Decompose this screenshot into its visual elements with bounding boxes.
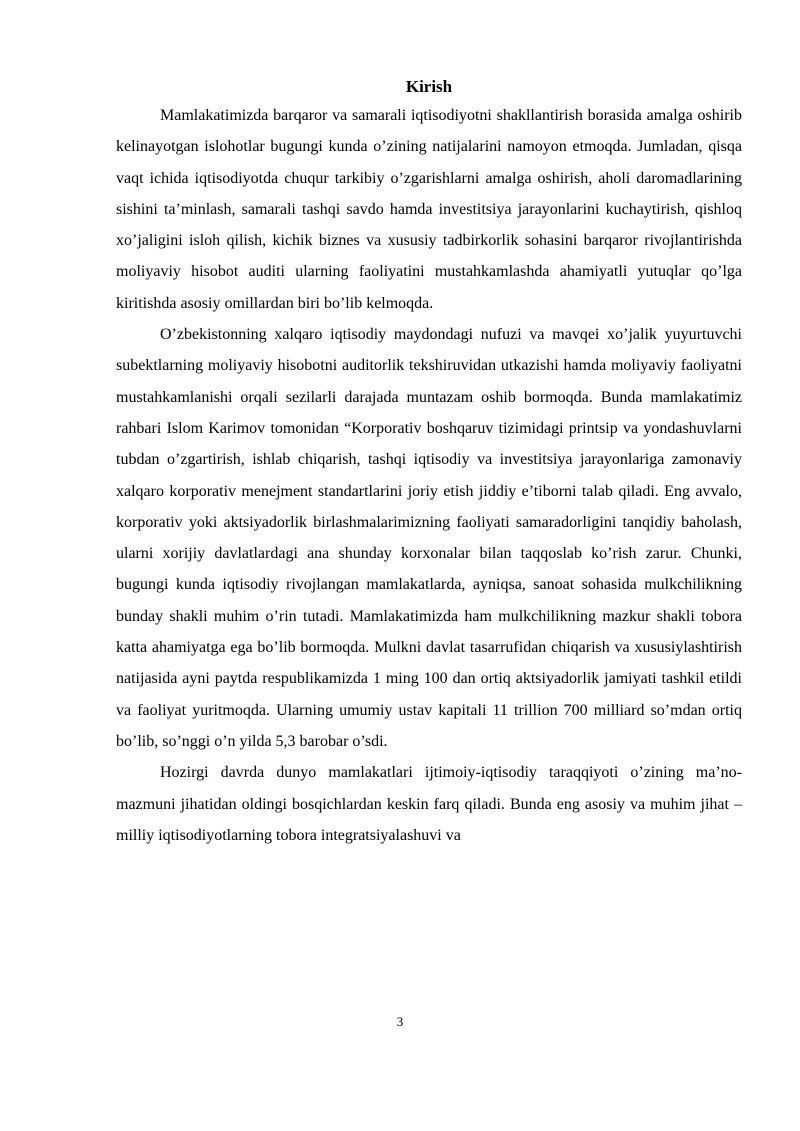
section-title: Kirish	[405, 77, 453, 96]
paragraph-1: Mamlakatimizda barqaror va samarali iqtisodiyotni shakllantirish borasida amalga oshirib kelinayotgan islohotlar bugungi kunda o’zining natijalarini namoyon etmoqda. Jumladan, qisqa vaqt ichida iqtisodiyotda chuqur tarkibiy o’zgarishlarni amalga oshirish, aholi daromadlarining sishini ta’minlash, samarali tashqi savdo hamda investitsiya jarayonlarini kuchaytirish, qishloq xo’jaligini isloh qilish, kichik biznes va xususiy tadbirkorlik sohasini barqaror rivojlantirishda moliyaviy hisobot auditi ularning faoliyatini mustahkamlashda ahamiyatli yutuqlar qo’lga kiritishda asosiy omillardan biri bo’lib kelmoqda.	[116, 107, 742, 312]
document-page	[116, 74, 742, 851]
page-number: 3	[396, 1014, 404, 1029]
paragraph-2: O’zbekistonning xalqaro iqtisodiy maydondagi nufuzi va mavqei xo’jalik yuyurtuvchi subektlarning moliyaviy hisobotni auditorlik tekshiruvidan utkazishi hamda moliyaviy faoliyatni mustahkamlanishi orqali sezilarli darajada muntazam oshib bormoqda. Bunda mamlakatimiz rahbari Islom Karimov tomonidan “Korporativ boshqaruv tizimidagi printsip va yondashuvlarni tubdan o’zgartirish, ishlab chiqarish, tashqi iqtisodiy va investitsiya jarayonlariga zamonaviy xalqaro korporativ menejment standartlarini joriy etish jiddiy e’tiborni talab qiladi. Eng avvalo, korporativ yoki aktsiyadorlik birlashmalarimizning faoliyati samaradorligini tanqidiy baholash, ularni xorijiy davlatlardagi ana shunday korxonalar bilan taqqoslab ko’rish zarur. Chunki, bugungi kunda iqtisodiy rivojlangan mamlakatlarda, ayniqsa, sanoat sohasida mulkchilikning bunday shakli muhim o’rin tutadi. Mamlakatimizda ham mulkchilikning mazkur shakli tobora katta ahamiyatga ega bo’lib bormoqda. Mulkni davlat tasarrufidan chiqarish va xususiylashtirish natijasida ayni paytda respublikamizda 1 ming 100 dan ortiq aktsiyadorlik jamiyati tashkil etildi va faoliyat yuritmoqda. Ularning umumiy ustav kapitali 11 trillion 700 milliard so’mdan ortiq bo’lib, so’nggi o’n yilda 5,3 barobar o’sdi.	[116, 326, 742, 750]
paragraph-3: Hozirgi davrda dunyo mamlakatlari ijtimoiy-iqtisodiy taraqqiyoti o’zining ma’no-mazmuni jihatidan oldingi bosqichlardan keskin farq qiladi. Bunda eng asosiy va muhim jihat – milliy iqtisodiyotlarning tobora integratsiyalashuvi va	[116, 764, 742, 844]
